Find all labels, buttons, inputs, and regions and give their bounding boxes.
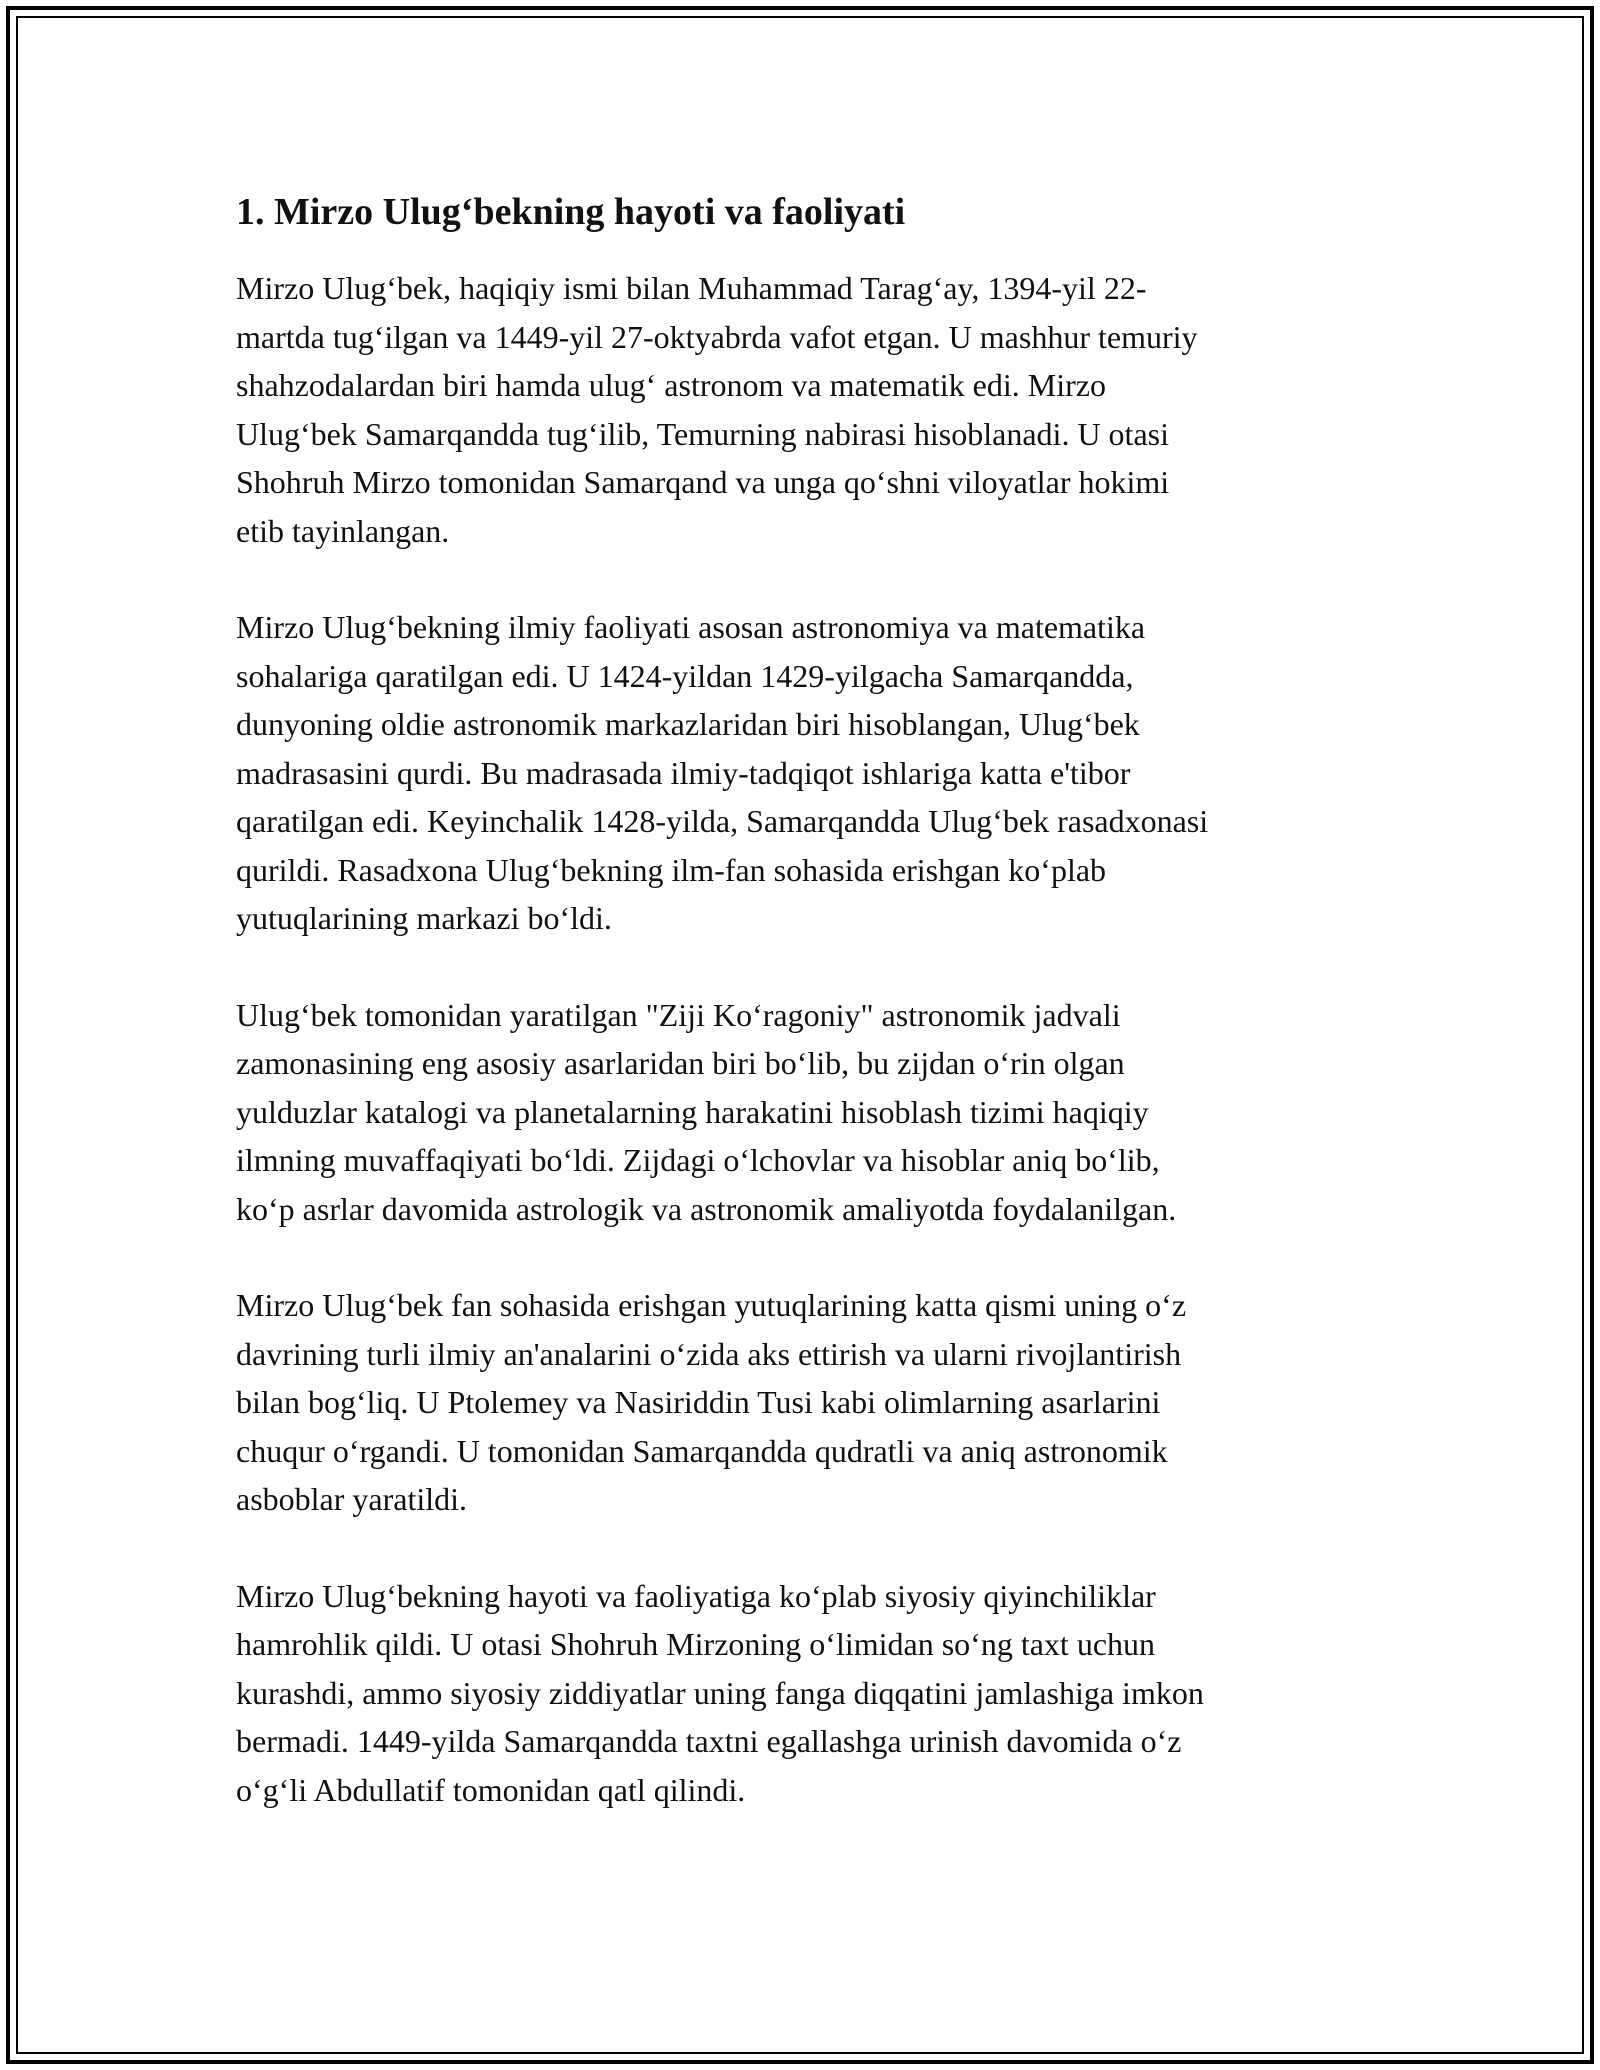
paragraph-achievements — [236, 1281, 1366, 1524]
text-line: sohalariga qaratilgan edi. U 1424-yildan 1429-yilgacha Samarqandda, — [236, 657, 1134, 694]
text-line: yutuqlarining markazi bo‘ldi. — [236, 900, 612, 936]
text-line: o‘g‘li Abdullatif tomonidan qatl qilindi. — [236, 1771, 746, 1808]
text-line: davrining turli ilmiy an'analarini o‘zida aks ettirish va ularni rivojlantirish — [236, 1335, 1182, 1372]
text-line: Mirzo Ulug‘bek fan sohasida erishgan yutuqlarining katta qismi uning o‘z — [236, 1287, 1187, 1323]
text-line: hamrohlik qildi. U otasi Shohruh Mirzoning o‘limidan so‘ng taxt uchun — [236, 1626, 1156, 1662]
text-line: bilan bog‘liq. U Ptolemey va Nasiriddin Tusi kabi olimlarning asarlarini — [236, 1384, 1161, 1420]
paragraph-political-life — [236, 1572, 1366, 1815]
text-line: qurildi. Rasadxona Ulug‘bekning ilm-fan sohasida erishgan ko‘plab — [236, 851, 1107, 888]
paragraph-biography — [236, 264, 1366, 555]
document-body — [236, 186, 1366, 1862]
text-line: zamonasining eng asosiy asarlaridan biri bo‘lib, bu zijdan o‘rin olgan — [236, 1045, 1125, 1081]
section-title: 1. Mirzo Ulug‘bekning hayoti va faoliyati — [236, 191, 906, 233]
text-line: dunyoning oldie astronomik markazlaridan biri hisoblangan, Ulug‘bek — [236, 706, 1140, 742]
text-line: yulduzlar katalogi va planetalarning harakatini hisoblash tizimi haqiqiy — [236, 1093, 1149, 1130]
text-line: Ulug‘bek tomonidan yaratilgan "Ziji Ko‘ragoniy" astronomik jadvali — [236, 996, 1121, 1033]
text-line: Mirzo Ulug‘bekning ilmiy faoliyati asosan astronomiya va matematika — [236, 609, 1146, 645]
text-line: qaratilgan edi. Keyinchalik 1428-yilda, Samarqandda Ulug‘bek rasadxonasi — [236, 803, 1209, 839]
text-line: chuqur o‘rgandi. U tomonidan Samarqandda qudratli va aniq astronomik — [236, 1432, 1168, 1469]
text-line: shahzodalardan biri hamda ulug‘ astronom va matematik edi. Mirzo — [236, 367, 1106, 403]
text-line: Shohruh Mirzo tomonidan Samarqand va unga qo‘shni viloyatlar hokimi — [236, 464, 1170, 500]
paragraph-scientific-activity — [236, 603, 1366, 943]
text-line: kurashdi, ammo siyosiy ziddiyatlar uning fanga diqqatini jamlashiga imkon — [236, 1674, 1204, 1711]
text-line: ko‘p asrlar davomida astrologik va astronomik amaliyotda foydalanilgan. — [236, 1190, 1177, 1227]
paragraph-zij — [236, 991, 1366, 1234]
text-line: Ulug‘bek Samarqandda tug‘ilib, Temurning nabirasi hisoblanadi. U otasi — [236, 415, 1169, 452]
text-line: Mirzo Ulug‘bek, haqiqiy ismi bilan Muhammad Tarag‘ay, 1394-yil 22- — [236, 270, 1147, 306]
text-line: Mirzo Ulug‘bekning hayoti va faoliyatiga ko‘plab siyosiy qiyinchiliklar — [236, 1577, 1156, 1614]
text-line: asboblar yaratildi. — [236, 1481, 468, 1517]
text-line: ilmning muvaffaqiyati bo‘ldi. Zijdagi o‘lchovlar va hisoblar aniq bo‘lib, — [236, 1142, 1160, 1178]
text-line: bermadi. 1449-yilda Samarqandda taxtni egallashga urinish davomida o‘z — [236, 1723, 1182, 1759]
text-line: martda tug‘ilgan va 1449-yil 27-oktyabrda vafot etgan. U mashhur temuriy — [236, 318, 1198, 355]
text-line: madrasasini qurdi. Bu madrasada ilmiy-tadqiqot ishlariga katta e'tibor — [236, 754, 1131, 791]
text-line: etib tayinlangan. — [236, 512, 450, 549]
